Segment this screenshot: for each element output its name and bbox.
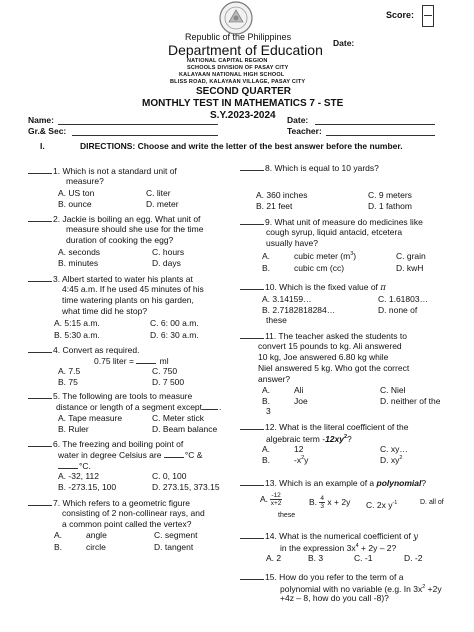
- q7-line2: consisting of 2 non-collinear rays, and: [62, 508, 205, 518]
- q13-option-b-fraction: [319, 495, 325, 510]
- q13-option-b: [309, 495, 350, 510]
- q11-line3: 10 kg, Joe answered 6.80 kg while: [258, 352, 389, 362]
- q1-option-c: C. liter: [146, 188, 171, 198]
- q6-line2: [58, 449, 202, 461]
- q7-option-d: D. tangent: [154, 542, 194, 552]
- q13-option-a-numerator: -12: [271, 492, 281, 499]
- question-10: [240, 281, 386, 294]
- question-7: [28, 497, 190, 509]
- q8-line1: 8. Which is equal to 10 yards?: [265, 163, 379, 173]
- q12-option-a-letter: A.: [262, 444, 271, 454]
- q9-option-a-letter: A.: [262, 251, 271, 261]
- q7-option-a: angle: [86, 530, 107, 540]
- q12-option-c: C. xy…: [380, 444, 408, 454]
- question-4: [28, 344, 139, 356]
- q10-option-d-cont: these: [266, 315, 287, 325]
- q15-line2-text: polynomial with no variable (e.g. In 3x: [280, 583, 423, 594]
- q14-exponent: 4: [355, 543, 359, 549]
- q11-line4: Niel answered 5 kg. Who got the correct: [258, 363, 410, 373]
- q12-option-b-var: y: [304, 455, 309, 465]
- answer-blank[interactable]: [240, 281, 264, 290]
- q1-option-d: D. meter: [146, 199, 179, 209]
- region-line: NATIONAL CAPITAL REGION: [187, 58, 268, 64]
- teacher-line[interactable]: [326, 135, 435, 136]
- answer-blank[interactable]: [28, 497, 52, 506]
- q12-option-d-exponent: 2: [399, 455, 403, 462]
- q9-line3: usually have?: [266, 238, 318, 248]
- q13-question-mark: ?: [421, 478, 427, 488]
- q12-line2-text: algebraic term -: [266, 433, 326, 444]
- q9-option-a-exponent: 3: [350, 251, 354, 258]
- q6-unit-2: °C.: [79, 461, 91, 471]
- q12-line1: 12. What is the literal coefficient of the: [265, 422, 409, 432]
- q13-option-c-text: C. 2x y: [366, 500, 393, 510]
- q10-option-d: D. none of: [378, 305, 418, 315]
- q7-option-b-letter: B.: [54, 542, 63, 552]
- q11-option-b-letter: B.: [262, 396, 271, 406]
- q8-option-a: A. 360 inches: [256, 190, 308, 200]
- q13-option-a-denominator: x+2: [270, 500, 282, 507]
- q3-line4: what time did he stop?: [62, 306, 148, 316]
- answer-blank[interactable]: [240, 421, 264, 430]
- q13-option-d: D. all of: [420, 499, 444, 506]
- answer-blank[interactable]: [28, 273, 52, 282]
- q2-line3: duration of cooking the egg?: [66, 235, 174, 245]
- q13-option-b-denominator: 3: [320, 503, 325, 510]
- q6-line2-text: water in degree Celsius are: [58, 450, 164, 460]
- q13-option-d-cont: these: [278, 512, 296, 519]
- q9-option-a-text: cubic meter (m: [294, 251, 351, 261]
- q12-option-b: [294, 455, 308, 465]
- q15-line3: +4z – 8, how do you call -8)?: [280, 593, 389, 603]
- q14-line1: 14. What is the numerical coefficient of: [265, 531, 414, 541]
- question-12: [240, 421, 408, 433]
- q4-option-b: B. 75: [58, 377, 78, 387]
- q2-option-d: D. days: [152, 258, 181, 268]
- grade-sec-label: Gr.& Sec:: [28, 126, 67, 136]
- q4-unit: ml: [157, 356, 169, 366]
- q15-line1: 15. How do you refer to the term of a: [265, 572, 404, 582]
- q2-option-b: B. minutes: [58, 258, 99, 268]
- answer-blank[interactable]: [240, 530, 264, 539]
- q13-line1: 13. Which is an example of a: [265, 478, 377, 488]
- q5-option-d: D. Beam balance: [152, 424, 218, 434]
- algebraic-term: 12xy: [325, 433, 344, 444]
- q12-option-b-letter: B.: [262, 455, 271, 465]
- q3-option-a: A. 5:15 a.m.: [54, 318, 100, 328]
- q9-option-a: [294, 251, 356, 261]
- q3-line3: time watering plants on his garden,: [62, 295, 194, 305]
- q14-option-a: A. 2: [266, 553, 282, 563]
- q9-line2: cough syrup, liquid antacid, etcetera: [266, 227, 403, 237]
- question-3: [28, 273, 193, 285]
- answer-blank[interactable]: [28, 390, 52, 399]
- q12-option-d: [380, 455, 402, 465]
- section-number: I.: [40, 141, 45, 151]
- name-label: Name:: [28, 115, 54, 125]
- school-line: KALAYAAN NATIONAL HIGH SCHOOL: [179, 72, 285, 78]
- quarter-heading: SECOND QUARTER: [196, 86, 292, 97]
- q4-line2: [94, 355, 169, 367]
- q13-option-b-numerator: 4: [320, 495, 325, 502]
- q9-option-b-letter: B.: [262, 263, 271, 273]
- teacher-label: Teacher:: [287, 126, 322, 136]
- test-title: MONTHLY TEST IN MATHEMATICS 7 - STE: [142, 98, 344, 109]
- question-9: [240, 216, 423, 228]
- q2-line1: 2. Jackie is boiling an egg. What unit of: [53, 214, 201, 224]
- division-line: SCHOOLS DIVISION OF PASAY CITY: [187, 65, 289, 71]
- polynomial-keyword: polynomial: [376, 478, 422, 488]
- q7-option-c: C. segment: [154, 530, 198, 540]
- q14-line2-text: in the expression 3x: [280, 542, 356, 553]
- boiling-blank[interactable]: [58, 460, 78, 469]
- date-label: Date:: [287, 115, 309, 125]
- q8-option-d: D. 1 fathom: [368, 201, 412, 211]
- q3-option-d: D. 6: 30 a.m.: [150, 330, 199, 340]
- q4-equation: 0.75 liter =: [94, 356, 137, 366]
- directions-text: DIRECTIONS: Choose and write the letter of the best answer before the number.: [80, 141, 403, 151]
- q12-option-b-text: -x: [294, 455, 302, 465]
- q13-option-b-letter: B.: [309, 496, 318, 507]
- q5-line2: distance or length of a segment except .: [56, 402, 222, 412]
- q6-option-a: A. -32, 112: [58, 471, 99, 481]
- q6-line3: [58, 460, 91, 472]
- q12-question-mark: ?: [347, 433, 352, 444]
- q3-option-c: C. 6: 00 a.m.: [150, 318, 199, 328]
- q8-option-b: B. 21 feet: [256, 201, 293, 211]
- question-15: [240, 571, 403, 583]
- q6-option-c: C. 0, 100: [152, 471, 187, 481]
- q11-option-a-letter: A.: [262, 385, 271, 395]
- name-line[interactable]: [58, 124, 218, 125]
- answer-blank[interactable]: [240, 330, 264, 339]
- q14-option-b: B. 3: [308, 553, 324, 563]
- q13-option-c: [366, 500, 397, 510]
- q6-option-b: B. -273.15, 100: [58, 482, 117, 492]
- answer-blank[interactable]: [240, 477, 264, 486]
- address-line: BLISS ROAD, KALAYAAN VILLAGE, PASAY CITY: [170, 79, 306, 85]
- conversion-blank[interactable]: [136, 355, 156, 364]
- q4-option-c: C. 750: [152, 366, 178, 376]
- q7-line1: 7. Which refers to a geometric figure: [53, 498, 191, 508]
- variable-y: y: [413, 532, 419, 542]
- q13-option-a-letter: A.: [260, 493, 269, 504]
- score-box: [422, 5, 434, 27]
- q1-line2: measure?: [66, 176, 104, 186]
- q11-option-b: Joe: [294, 396, 308, 406]
- q1-option-b: B. ounce: [58, 199, 92, 209]
- department-title: Department of Education: [168, 42, 323, 58]
- q5-line2-text: distance or length of a segment except: [56, 402, 203, 412]
- q5-option-b: B. Ruler: [58, 424, 89, 434]
- question-5: [28, 390, 192, 402]
- q15-line2-rest: +2y: [425, 583, 442, 594]
- q6-unit-1: °C &: [184, 450, 203, 460]
- q7-option-a-letter: A.: [54, 530, 63, 540]
- header-date-label: Date:: [333, 38, 355, 48]
- q2-option-c: C. hours: [152, 247, 185, 257]
- q4-line1: 4. Convert as required.: [53, 345, 140, 355]
- except-blank[interactable]: [202, 401, 218, 410]
- q12-option-d-text: D. xy: [380, 455, 400, 465]
- q13-option-c-exponent: -1: [392, 500, 398, 507]
- score-label: Score:: [386, 10, 415, 20]
- q1-option-a: A. US ton: [58, 188, 95, 198]
- answer-blank[interactable]: [28, 213, 52, 222]
- q5-line1: 5. The following are tools to measure: [53, 391, 193, 401]
- q10-line1: 10. Which is the fixed value of: [265, 282, 381, 292]
- q6-line1: 6. The freezing and boiling point of: [53, 439, 184, 449]
- grade-sec-line[interactable]: [72, 135, 218, 136]
- q3-option-b: B. 5:30 a.m.: [54, 330, 100, 340]
- q9-option-c: C. grain: [396, 251, 426, 261]
- term-exponent: 2: [343, 434, 348, 440]
- q2-line2: measure should she use for the time: [66, 224, 204, 234]
- q5-option-a: A. Tape measure: [58, 413, 123, 423]
- answer-blank[interactable]: [28, 165, 52, 174]
- q13-option-a-fraction: [270, 492, 281, 507]
- q7-option-b: circle: [86, 542, 106, 552]
- answer-blank[interactable]: [240, 162, 264, 171]
- q8-option-c: C. 9 meters: [368, 190, 412, 200]
- answer-blank[interactable]: [240, 571, 264, 580]
- q12-option-a: 12: [294, 444, 304, 454]
- q11-option-c: C. Niel: [380, 385, 406, 395]
- q6-option-d: D. 273.15, 373.15: [152, 482, 220, 492]
- question-13: [240, 477, 426, 489]
- q15-exponent: 2: [422, 584, 426, 590]
- q12-line2: [266, 432, 352, 444]
- q11-option-a: Ali: [294, 385, 304, 395]
- q14-option-c: C. -1: [354, 553, 373, 563]
- pi-symbol: π: [380, 283, 386, 293]
- q4-option-a: A. 7.5: [58, 366, 81, 376]
- republic-line: Republic of the Philippines: [185, 32, 292, 42]
- q9-option-b: cubic cm (cc): [294, 263, 345, 273]
- q5-option-c: C. Meter stick: [152, 413, 204, 423]
- answer-blank[interactable]: [28, 438, 52, 447]
- q10-option-c: C. 1.61803…: [378, 294, 429, 304]
- q7-line3: a common point called the vertex?: [62, 519, 192, 529]
- q4-option-d: D. 7 500: [152, 377, 185, 387]
- question-6: [28, 438, 183, 450]
- q14-line2: [280, 541, 396, 553]
- q12-option-b-exponent: 2: [301, 455, 305, 462]
- q9-option-a-close: ): [353, 251, 357, 261]
- answer-blank[interactable]: [28, 344, 52, 353]
- question-8: [240, 162, 379, 174]
- q11-line5: answer?: [258, 374, 291, 384]
- q3-line1: 3. Albert started to water his plants at: [53, 274, 193, 284]
- answer-blank[interactable]: [240, 216, 264, 225]
- q1-line1: 1. Which is not a standard unit of: [53, 166, 177, 176]
- q13-option-b-rest: x + 2y: [327, 496, 351, 507]
- q11-option-d-cont: 3: [266, 406, 271, 416]
- q9-option-d: D. kwH: [396, 263, 424, 273]
- q14-line2-rest: + 2y – 2?: [358, 542, 397, 553]
- date-line[interactable]: [315, 124, 435, 125]
- q11-line1: 11. The teacher asked the students to: [265, 331, 407, 341]
- school-year: S.Y.2023-2024: [210, 110, 276, 121]
- q10-option-a: A. 3.14159…: [262, 294, 312, 304]
- deped-seal-logo: [210, 0, 262, 36]
- question-11: [240, 330, 407, 342]
- q9-line1: 9. What unit of measure do medicines like: [265, 217, 423, 227]
- q11-line2: convert 15 pounds to kg. Ali answered: [258, 341, 402, 351]
- q10-option-b: B. 2.7182818284…: [262, 305, 336, 315]
- q3-line2: 4:45 a.m. If he used 45 minutes of his: [62, 284, 204, 294]
- q14-option-d: D. -2: [404, 553, 423, 563]
- question-1: [28, 165, 177, 177]
- q13-option-a: [260, 492, 282, 507]
- q2-option-a: A. seconds: [58, 247, 101, 257]
- freezing-blank[interactable]: [164, 449, 184, 458]
- question-2: [28, 213, 200, 225]
- q11-option-d: D. neither of the: [380, 396, 441, 406]
